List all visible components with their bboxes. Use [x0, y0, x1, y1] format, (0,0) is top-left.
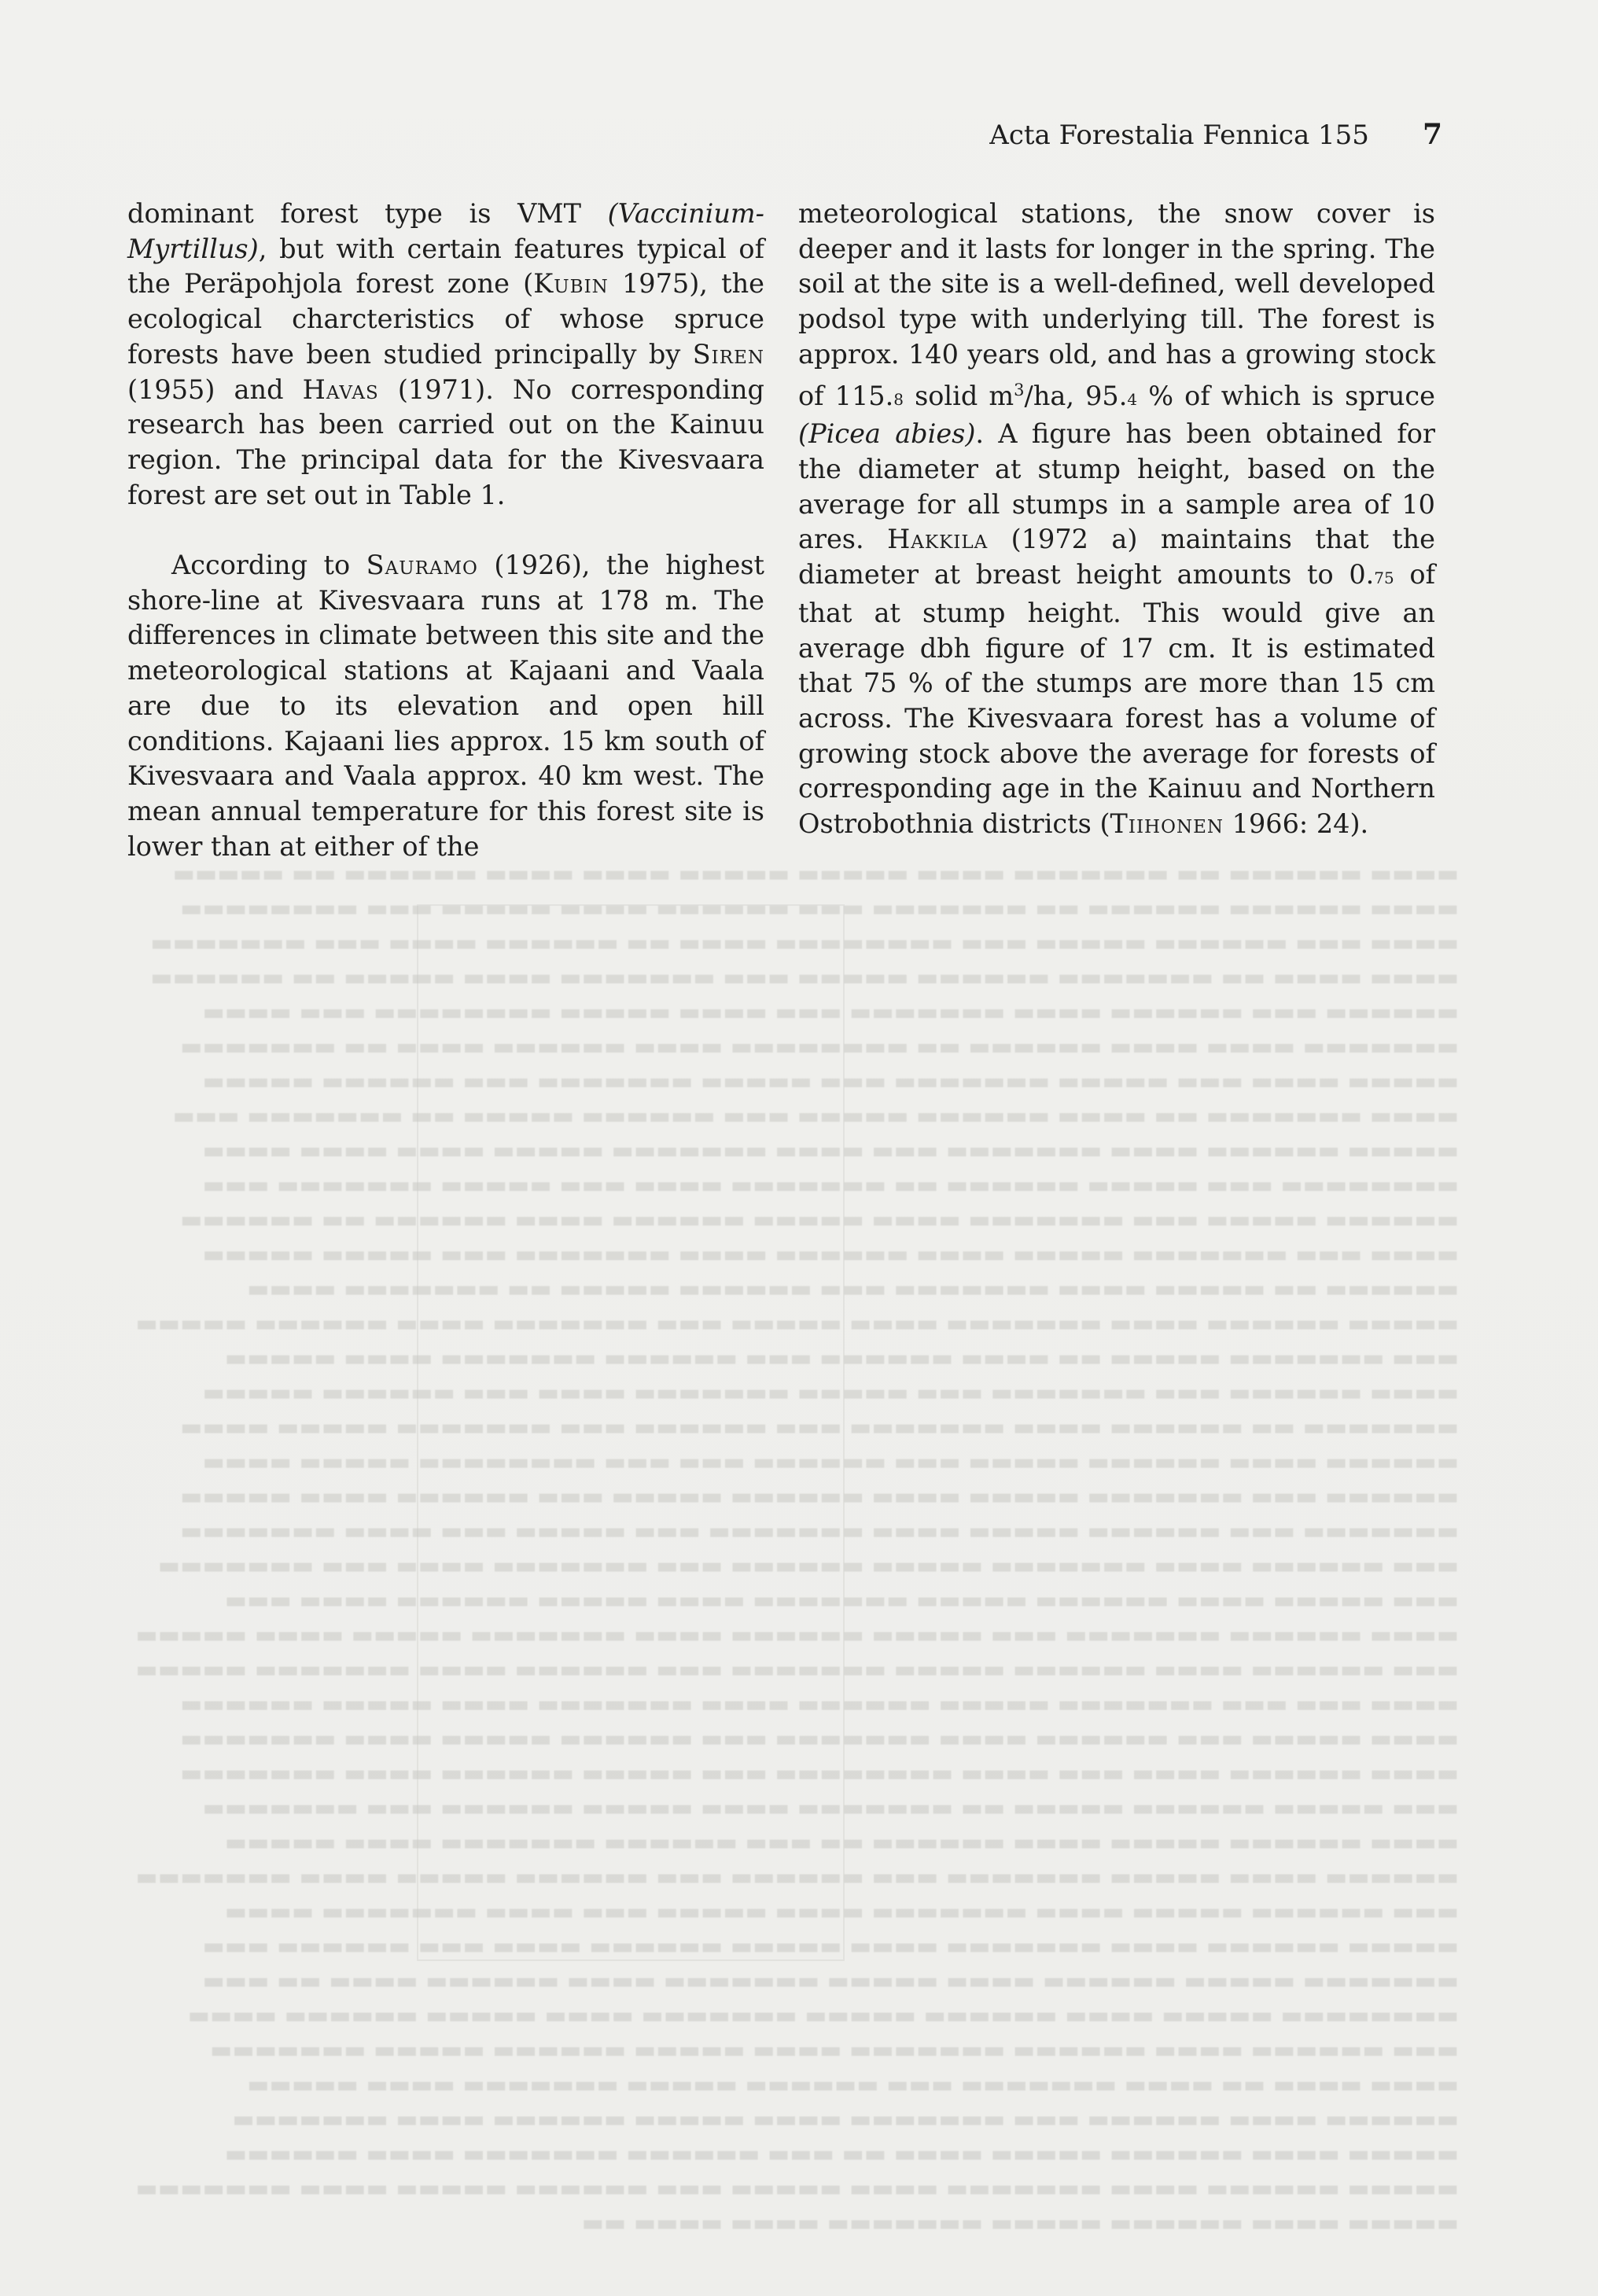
decimal-digit-small: 75 [1374, 568, 1394, 588]
superscript-exponent: 3 [1014, 380, 1025, 399]
author-citation: Sauramo [366, 550, 478, 581]
text-run: According to [171, 550, 366, 581]
author-citation: Kubin [533, 268, 609, 300]
decimal-digit-small: 4 [1127, 389, 1138, 409]
paragraph-shore-line [127, 548, 764, 864]
paragraph-snow-soil-stand [798, 197, 1435, 842]
author-citation: Siren [692, 338, 764, 370]
text-run: 1966: 24). [1224, 808, 1369, 840]
text-run: (1926), the highest shore-line at Kivesvaara runs at 178 m. The differences in climate between this site and the meteorological stations at Kajaani and Vaala are due to its elevation and open hill conditions. Kajaani lies approx. 15 km south of Kivesvaara and Vaala approx. 40 km west. The mean annual temperature for this forest site is lower than at either of the [127, 550, 764, 862]
paragraph-forest-type [127, 197, 764, 513]
left-column [127, 197, 764, 864]
author-citation: Hakkila [887, 524, 989, 555]
author-citation: Havas [302, 373, 379, 405]
text-run: . A figure has been obtained for the diameter at stump height, based on the average for all stumps in a sample area of 10 ares. [798, 418, 1435, 555]
species-name-italic: (Picea abies) [798, 418, 976, 450]
show-through-reverse-text: ▬▬▬▬ ▬▬▬▬▬▬ ▬▬ ▬▬▬▬▬▬▬ ▬▬▬▬ ▬▬▬▬▬ ▬▬▬▬▬ ▬▬▬▬ ▬▬▬▬ ▬▬▬▬▬▬ ▬▬ ▬▬▬▬▬ ▬▬▬▬ ▬▬▬▬▬▬ ▬▬▬▬▬▬ ▬▬ ▬▬▬▬▬▬▬ ▬▬▬ ▬▬▬▬▬▬ ▬▬▬▬ ▬▬▬▬▬ ▬▬▬ ▬▬▬▬▬▬▬▬ ▬▬▬▬ ▬▬▬ ▬▬▬▬▬▬ ▬▬▬▬▬ ▬▬▬ ▬▬▬▬▬▬▬▬ ▬▬▬▬ ▬▬ ▬▬▬▬▬▬ ▬▬▬▬ ▬▬▬ ▬▬▬▬▬▬▬ ▬▬▬▬ ▬▬▬▬ ▬▬ ▬▬▬▬▬▬▬ ▬▬▬▬▬▬ ▬▬▬▬▬ ▬▬▬ ▬▬▬▬▬▬▬ ▬▬▬▬ ▬▬▬▬▬ ▬▬ ▬▬▬▬▬▬ ▬▬▬▬▬▬ ▬▬▬ ▬▬▬▬▬▬ ▬▬▬▬ ▬▬▬▬▬▬▬ ▬▬▬ ▬▬▬▬ ▬▬▬▬▬ ▬▬▬▬▬▬▬▬ ▬▬▬ ▬▬▬▬ ▬▬▬▬▬▬▬ ▬▬▬▬ ▬▬▬▬ ▬▬▬▬▬▬ ▬▬ ▬▬▬▬▬▬▬▬ ▬▬▬▬ ▬▬▬▬▬▬ ▬▬▬▬ ▬▬ ▬▬▬▬▬▬▬ ▬▬▬▬▬ ▬▬▬▬ ▬▬▬ ▬▬▬▬▬ ▬▬▬▬▬▬▬ ▬▬▬ ▬▬▬▬▬ ▬▬▬▬▬▬▬ ▬▬▬ ▬▬▬▬▬▬ ▬▬▬▬▬ ▬▬▬▬ ▬▬▬▬▬▬▬ ▬▬ ▬▬▬▬ ▬▬▬▬▬▬ ▬▬▬▬▬ ▬▬▬ ▬▬▬▬▬▬ ▬▬▬▬▬ ▬▬ ▬▬▬▬▬▬▬ ▬▬▬ ▬▬▬▬▬ ▬▬▬▬▬▬ ▬▬▬▬ ▬▬▬▬▬▬▬ ▬▬▬ ▬▬▬▬ ▬▬▬▬▬▬▬ ▬▬▬▬▬ ▬▬▬▬ ▬▬▬▬ ▬▬▬▬ ▬▬▬▬▬▬▬▬ ▬▬▬ ▬▬▬▬▬ ▬▬▬▬▬▬ ▬▬ ▬▬▬▬▬▬▬ ▬▬▬▬ ▬▬▬ ▬▬▬▬▬ ▬▬▬▬▬▬▬ ▬▬▬ ▬▬▬▬▬▬ ▬▬▬▬▬ ▬▬▬ ▬▬▬▬▬▬▬ ▬▬▬▬ ▬▬▬▬▬ ▬▬▬▬▬▬ ▬▬▬▬ ▬▬▬▬▬▬ ▬▬ ▬▬▬▬▬▬ ▬▬▬▬ ▬▬▬ ▬▬▬▬▬▬▬ ▬▬▬▬▬ ▬▬▬▬ ▬▬▬▬▬▬ ▬▬▬▬ ▬▬▬▬▬▬▬ ▬▬▬ ▬▬▬▬▬ ▬▬▬▬▬ ▬▬▬▬▬▬ ▬▬ ▬▬▬▬▬ ▬▬▬▬ ▬▬▬▬▬▬▬ ▬▬▬ ▬▬▬▬▬▬ ▬▬▬▬▬ ▬▬ ▬▬▬▬▬▬▬ ▬▬▬▬ ▬▬▬▬▬ ▬▬▬▬▬▬ ▬▬▬▬ ▬▬▬▬▬▬▬ ▬▬▬▬ ▬▬▬▬▬ ▬▬▬ ▬▬▬▬▬▬▬ ▬▬▬▬ ▬▬▬▬▬▬ ▬▬▬▬▬ ▬▬▬ ▬▬▬▬▬▬▬ ▬▬▬▬▬ ▬▬ ▬▬▬▬ ▬▬▬▬▬▬ ▬▬▬ ▬▬▬▬▬▬ ▬▬▬▬▬▬▬ ▬▬▬▬ ▬▬▬▬▬ ▬▬▬▬ ▬▬▬▬▬▬ ▬▬▬ ▬▬▬▬▬▬▬ ▬▬▬ ▬▬▬▬▬ ▬▬▬▬▬▬▬ ▬▬▬▬ ▬▬▬ ▬▬▬▬▬▬ ▬▬▬▬▬ ▬▬▬▬▬▬▬ ▬▬ ▬▬▬▬▬▬ ▬▬▬▬ ▬▬▬▬▬▬▬ ▬▬▬ ▬▬▬▬▬▬ ▬▬▬ ▬▬▬▬▬▬▬ ▬▬▬▬▬ ▬▬▬▬ ▬▬▬▬▬▬ ▬▬▬▬ ▬▬▬▬▬▬ ▬▬▬▬▬ ▬▬▬ ▬▬▬▬▬▬ ▬▬▬ ▬▬▬ ▬▬▬▬▬▬▬▬ ▬▬▬▬▬ ▬▬▬▬ ▬▬▬▬▬▬ ▬▬▬ ▬▬▬▬▬▬▬ ▬▬▬▬▬ ▬▬▬▬ ▬▬▬▬▬▬ ▬▬▬▬▬ ▬▬▬ ▬▬▬▬▬▬ ▬▬▬▬ ▬▬▬▬▬ ▬▬▬▬▬▬▬ ▬▬▬ ▬▬▬▬▬▬ ▬▬▬▬▬ ▬▬▬▬ ▬▬▬▬▬▬▬ ▬▬▬ ▬▬▬▬▬ ▬▬▬ ▬▬▬▬ ▬▬▬▬▬▬▬ ▬▬▬ ▬▬▬▬▬▬ ▬▬▬▬ ▬▬▬▬▬▬▬ ▬▬▬▬▬ ▬▬▬▬▬▬ ▬▬▬ ▬▬▬▬▬▬▬ ▬▬▬▬ ▬▬▬ ▬▬▬▬▬▬▬ ▬▬▬ ▬▬▬▬▬ ▬▬▬▬ ▬▬▬▬▬▬ ▬▬▬▬▬ ▬▬▬▬▬▬▬ ▬▬▬▬ ▬▬▬▬▬ ▬▬▬▬▬▬ ▬▬▬▬ ▬▬▬ ▬▬▬▬ ▬▬▬▬▬▬ ▬▬▬▬▬▬▬ ▬▬▬ ▬▬▬▬▬ ▬▬▬▬▬▬ ▬▬▬▬ ▬▬▬▬▬▬▬ ▬▬▬▬▬ ▬▬▬▬ ▬▬▬▬▬ ▬▬▬ ▬▬▬▬▬▬ ▬▬▬▬ ▬▬▬▬▬▬ ▬▬▬▬▬ ▬▬▬▬▬▬▬ ▬▬▬ ▬▬▬▬▬▬ ▬▬▬▬ ▬▬▬▬▬▬▬ ▬▬▬▬▬ ▬▬▬▬ ▬▬▬ ▬▬▬ ▬▬▬▬▬▬▬ ▬▬▬▬▬ ▬▬▬▬▬▬ ▬▬▬▬ ▬▬▬▬▬▬▬ ▬▬▬▬ ▬▬▬▬▬ ▬▬▬▬▬▬ ▬▬▬▬ ▬▬▬▬▬ ▬▬▬ ▬▬▬▬▬▬ ▬▬▬▬ ▬▬▬▬▬▬▬ ▬▬▬ ▬▬▬▬▬▬ ▬▬▬▬▬ ▬▬▬▬ ▬▬▬▬▬▬▬ ▬▬▬▬ ▬▬▬▬▬▬ ▬▬▬▬ ▬▬▬ ▬▬▬▬ ▬▬▬▬▬▬▬▬ ▬▬▬ ▬▬▬▬▬ ▬▬▬▬▬▬ ▬▬▬▬ ▬▬▬▬▬▬▬ ▬▬▬ ▬▬▬▬▬ ▬▬▬▬▬▬ ▬▬▬▬▬ ▬▬ ▬▬▬▬▬▬▬ ▬▬▬▬ ▬▬▬▬▬ ▬▬▬▬▬▬ ▬▬▬ ▬▬▬▬▬▬▬ ▬▬▬▬ ▬▬▬▬▬▬ ▬▬▬▬▬ ▬▬▬▬ ▬▬▬▬▬▬ ▬▬ ▬▬▬ ▬▬▬▬▬▬ ▬▬▬▬▬▬▬ ▬▬▬▬ ▬▬▬▬▬ ▬▬▬▬▬▬ ▬▬▬▬ ▬▬▬▬▬ ▬▬▬▬▬▬▬ ▬▬▬ ▬▬▬▬▬▬ ▬▬▬ ▬▬▬▬▬▬ ▬▬▬▬▬ ▬▬▬▬ ▬▬▬▬▬▬▬ ▬▬▬ ▬▬▬▬▬▬ ▬▬▬▬▬ ▬▬▬▬ ▬▬▬▬▬▬▬ ▬▬▬▬ ▬▬▬▬▬ ▬▬▬ ▬▬▬▬ ▬▬▬▬▬▬▬ ▬▬▬▬ ▬▬▬▬▬ ▬▬▬▬▬▬ ▬▬▬▬ ▬▬▬▬▬▬▬ ▬▬▬▬ ▬▬▬▬▬ ▬▬▬▬▬▬ ▬▬▬▬ ▬▬▬ ▬▬▬▬▬▬ ▬▬▬ ▬▬▬▬▬▬▬ ▬▬▬▬▬ ▬▬▬▬▬▬ ▬▬▬▬ ▬▬▬▬▬ ▬▬▬▬▬▬▬ ▬▬▬▬ ▬▬▬▬▬▬ ▬▬▬▬ ▬▬ ▬▬▬ ▬▬▬▬▬▬▬▬ ▬▬▬▬▬ ▬▬▬▬ ▬▬▬▬▬▬ ▬▬▬▬▬ ▬▬▬▬▬▬▬ ▬▬▬▬ ▬▬▬▬▬ ▬▬▬▬▬▬ ▬▬▬▬ ▬▬▬ ▬▬▬▬▬▬ ▬▬▬▬ ▬▬▬▬▬▬ ▬▬▬▬▬▬▬ ▬▬▬▬ ▬▬▬▬▬ ▬▬▬▬▬▬ ▬▬▬▬▬ ▬▬▬▬▬▬▬ ▬▬▬▬ ▬▬▬▬ ▬▬ ▬▬▬▬ ▬▬▬▬▬▬▬ ▬▬▬ ▬▬▬▬▬▬ ▬▬▬▬▬ ▬▬▬▬▬▬▬ ▬▬▬▬ ▬▬▬▬▬ ▬▬▬▬▬▬ ▬▬▬▬ ▬▬▬▬▬▬ ▬▬▬ ▬▬▬▬▬▬▬ ▬▬▬▬ ▬▬▬▬▬ ▬▬▬▬▬▬ ▬▬▬▬ ▬▬▬▬▬▬▬ ▬▬▬▬▬ ▬▬▬▬ ▬▬▬▬▬▬ ▬▬▬▬▬ ▬▬▬▬ ▬▬ ▬▬▬ ▬▬▬▬▬▬ ▬▬▬▬▬▬▬ ▬▬▬▬ ▬▬▬▬▬▬ ▬▬▬▬▬ ▬▬▬▬▬▬ ▬▬▬▬ ▬▬▬▬▬▬▬ ▬▬▬▬ ▬▬▬▬▬ ▬▬▬ ▬▬▬▬▬▬ ▬▬▬▬▬ ▬▬▬▬ ▬▬▬▬▬▬▬ ▬▬▬▬▬ ▬▬▬▬ ▬▬▬▬▬▬ ▬▬▬▬▬ ▬▬▬▬▬▬▬ ▬▬▬▬ ▬▬▬▬ ▬▬ [135, 860, 1459, 2237]
running-header [989, 118, 1442, 151]
text-run: of that at stump height. This would give an average dbh figure of 17 cm. It is estimated that 75 % of the stumps are more than 15 cm across. The Kivesvaara forest has a volume of growing stock above the average for forests of corresponding age in the Kainuu and Northern Ostrobothnia districts ( [798, 559, 1435, 840]
text-run: meteorological stations, the snow cover is deeper and it lasts for longer in the spring. The soil at the site is a well-defined, well developed podsol type with underlying till. The forest is approx. 140 years old, and has a growing stock of 115. [798, 198, 1435, 411]
species-name-italic: (Vaccinium-Myrtillus) [127, 198, 764, 264]
page-number: 7 [1422, 118, 1442, 151]
text-run: (1972 a) maintains that the diameter at breast height amounts to 0. [798, 524, 1435, 591]
text-run: dominant forest type is VMT [127, 198, 608, 229]
text-run: (1955) and [127, 373, 303, 405]
text-run: % of which is spruce [1137, 380, 1435, 411]
right-column [798, 197, 1435, 842]
author-citation: Tiihonen [1110, 808, 1224, 840]
text-run: 1975), the ecological charcteristics of whose spruce forests have been studied principally by [127, 268, 764, 370]
text-run: , but with certain features typical of the Peräpohjola forest zone ( [127, 233, 764, 300]
journal-title: Acta Forestalia Fennica 155 [989, 120, 1369, 151]
text-run: /ha, 95. [1024, 380, 1128, 411]
decimal-digit-small: 8 [893, 389, 904, 409]
text-run: (1971). No corresponding research has been carried out on the Kainuu region. The principal data for the Kivesvaara forest are set out in Table 1. [127, 373, 764, 510]
text-run: solid m [903, 380, 1014, 411]
